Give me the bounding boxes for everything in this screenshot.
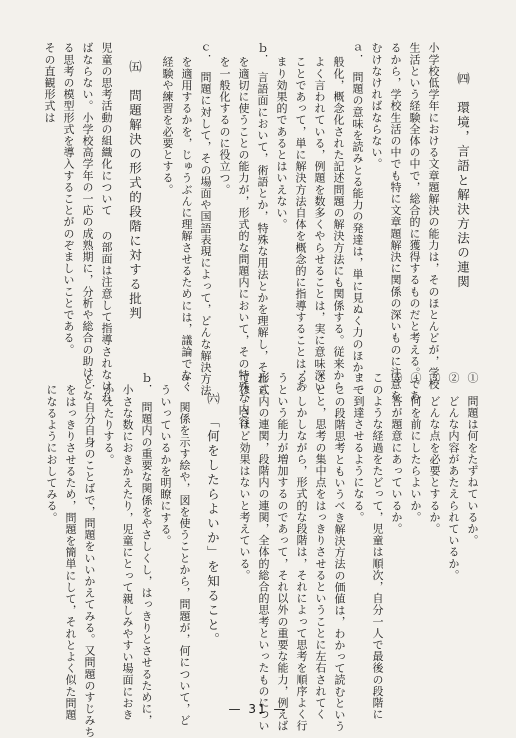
upper-line-3: るから，学校生活の中でも特に文章題解決に関係の深いものに注意を — [389, 42, 402, 402]
upper-line-11: を適切に使うことの能力が，形式的な問題内において，その特殊な内容 — [237, 56, 250, 428]
section-heading-5: ㈤ 問題解決の形式的段階に対する批判 — [127, 60, 143, 321]
upper-line-5: ａ． 問題の意味を読みとる能力の発達は，単に見ぬく力のほか，一 — [351, 42, 364, 397]
lower-line-20: ｃ． 自分自身のことばで，問題をいいかえてみる。又問題のすじみち — [83, 372, 96, 738]
upper-line-20: その直観形式は — [43, 42, 56, 124]
lower-line-21: をはっきりさせるため，問題を簡単にして，それとよく似た問題 — [64, 384, 77, 721]
lower-line-22: になるようにおしてみる。 — [45, 384, 58, 524]
upper-line-14: を適用するかを，じゅうぶんに理解させるためには，議論でなく — [180, 56, 193, 393]
lower-line-17: ｂ． 問題内の重要な関係をやさしくし，はっきりとさせるために， — [140, 372, 153, 727]
upper-line-2: 生活という経験全体の中で，総合的に獲得するものだと考える。であ — [408, 42, 421, 402]
lower-line-4: ④ 何を前にしたらよいか。 — [409, 372, 422, 523]
upper-line-4: むけなければならない。 — [370, 42, 383, 170]
lower-line-19: かえたりする。 — [102, 384, 115, 466]
lower-line-11: うという能力が増加するのであって，それ以外の重要な能力，例えば — [276, 372, 289, 732]
lower-line-2: ② どんな内容があたえられているか。 — [447, 372, 460, 581]
lower-line-12: 形式内の連関，段階内の連関，全体的総合的思考といったものについ — [257, 372, 270, 732]
upper-line-8: ことであって，単に解決方法自体を概念的に指導することは，あ — [294, 56, 307, 393]
upper-line-10: ｂ． 言語面において，術語とか，特殊な用法とかを理解し，それら — [256, 42, 269, 397]
lower-line-15: ａ． 関係を示す絵や，図を使うことから，問題が，何について，ど — [178, 372, 191, 727]
lower-line-9: ことと，思考の集中点をはっきりさせるということに左右されてく — [314, 372, 327, 720]
section-heading-4: ㈣ 環境，言語と解決方法の連関 — [455, 72, 471, 290]
lower-line-7: まで到達させるようになる。 — [352, 372, 365, 523]
lower-line-5: ⑤ 答が題意にあっているか。 — [390, 372, 403, 535]
page-number: — 31 — — [228, 702, 288, 716]
lower-line-10: る。しかしながら，形式的な段階は，それによって思考を順序よく行 — [295, 372, 308, 732]
upper-line-13: ｃ． 問題に対して，その場面や国語表現によって，どんな解決方法 — [199, 42, 212, 397]
upper-line-12: を一般化するのに役立つ。 — [218, 56, 231, 196]
upper-line-1: 小学校低学年における文章題解決の能力は，そのほとんどが，学校 — [427, 42, 440, 390]
upper-line-18: ばならない。小学校高学年の一応の成熟期に，分析や総合の助けとな — [81, 42, 94, 402]
upper-line-9: まり効果的であるとはいえない。 — [275, 56, 288, 230]
lower-line-6: このような経過をたどって，児童は順次，自分一人で最後の段階に — [371, 372, 384, 720]
lower-line-18: 小さな数におきかえたり，児童にとって親しみやすい場面におき — [121, 384, 134, 721]
lower-line-16: ういっているかを明瞭にする。 — [159, 384, 172, 547]
upper-line-19: る思考の模型形式を導入することがのぞましいことである。 — [62, 42, 75, 356]
lower-line-1: ① 問題は何をたずねているか。 — [466, 372, 479, 546]
lower-line-8: この段階思考ともいうべき解決方法の価値は，わかって読むという — [333, 384, 346, 732]
upper-line-7: よく言われている，例題を数多くやらせることは，実に意味深い — [313, 56, 326, 393]
upper-line-15: 経験や練習を必要とする。 — [161, 56, 174, 196]
upper-line-6: 般化，概念化された記述問題の解決方法にも関係する。従来から — [332, 56, 345, 393]
lower-line-3: ③ どんな点を必要とするか。 — [428, 372, 441, 535]
section-heading-6: ㈥ 「何をしたらよいか」を知ること。 — [205, 392, 221, 647]
upper-line-17: 児童の思考活動の組織化について の部面は注意して指導されなけれ — [100, 42, 113, 404]
lower-line-13: ては，さほど効果はないと考えている。 — [238, 372, 251, 581]
